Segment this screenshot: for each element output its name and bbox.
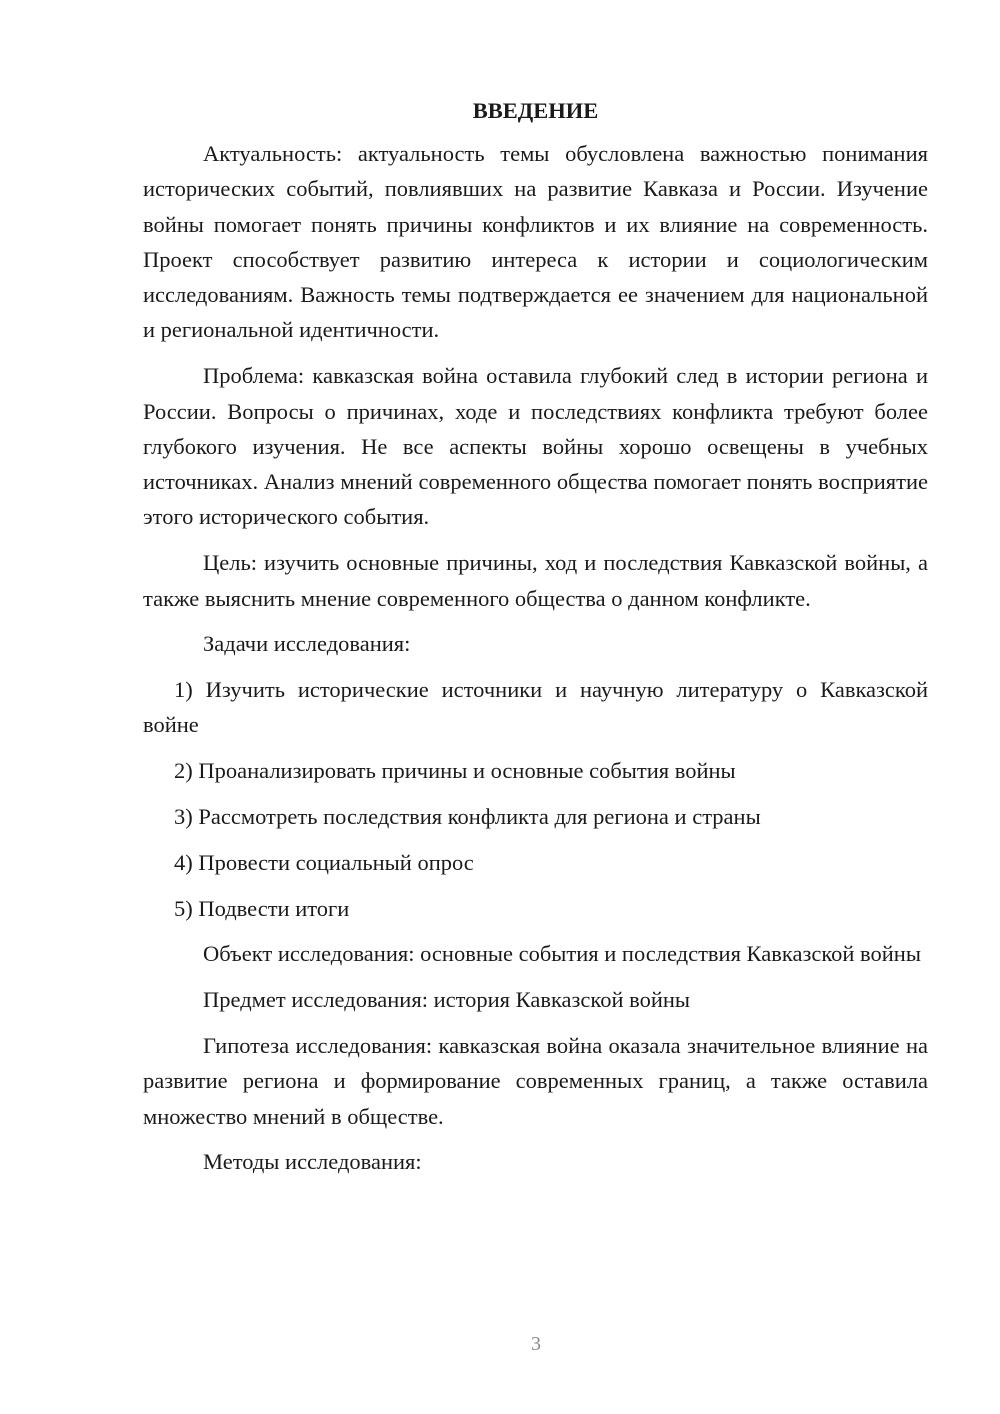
task-item-3: 3) Рассмотреть последствия конфликта для региона и страны [174,804,761,830]
task-item-4: 4) Провести социальный опрос [174,849,474,875]
page-content [143,96,928,1190]
section-title: ВВЕДЕНИЕ [472,98,599,123]
relevance-paragraph: Актуальность: актуальность темы обусловлена важностью понимания исторических событий, повлиявших на развитие Кавказа и России. Изучение войны помогает понять причины конфликтов и их влияние на современность. Проект способствует развитию интереса к истории и социологическим исследованиям. Важность темы подтверждается ее значением для национальной и региональной идентичности. [143,141,928,343]
task-item-2: 2) Проанализировать причины и основные события войны [174,758,736,784]
object-paragraph: Объект исследования: основные события и последствия Кавказской войны [203,941,921,967]
goal-paragraph: Цель: изучить основные причины, ход и последствия Кавказской войны, а также выяснить мнение современного общества о данном конфликте. [143,550,928,611]
page-number: 3 [531,1333,541,1355]
task-item-5: 5) Подвести итоги [174,895,350,921]
hypothesis-paragraph: Гипотеза исследования: кавказская война оказала значительное влияние на развитие региона и формирование современных границ, а также оставила множество мнений в обществе. [143,1033,928,1129]
methods-heading: Методы исследования: [203,1149,422,1175]
subject-paragraph: Предмет исследования: история Кавказской войны [203,987,691,1013]
task-item-1: 1) Изучить исторические источники и научную литературу о Кавказской войне [143,677,928,738]
tasks-heading: Задачи исследования: [203,631,411,657]
problem-paragraph: Проблема: кавказская война оставила глубокий след в истории региона и России. Вопросы о причинах, ходе и последствиях конфликта требуют более глубокого изучения. Не все аспекты войны хорошо освещены в учебных источниках. Анализ мнений современного общества помогает понять восприятие этого исторического события. [143,363,928,530]
